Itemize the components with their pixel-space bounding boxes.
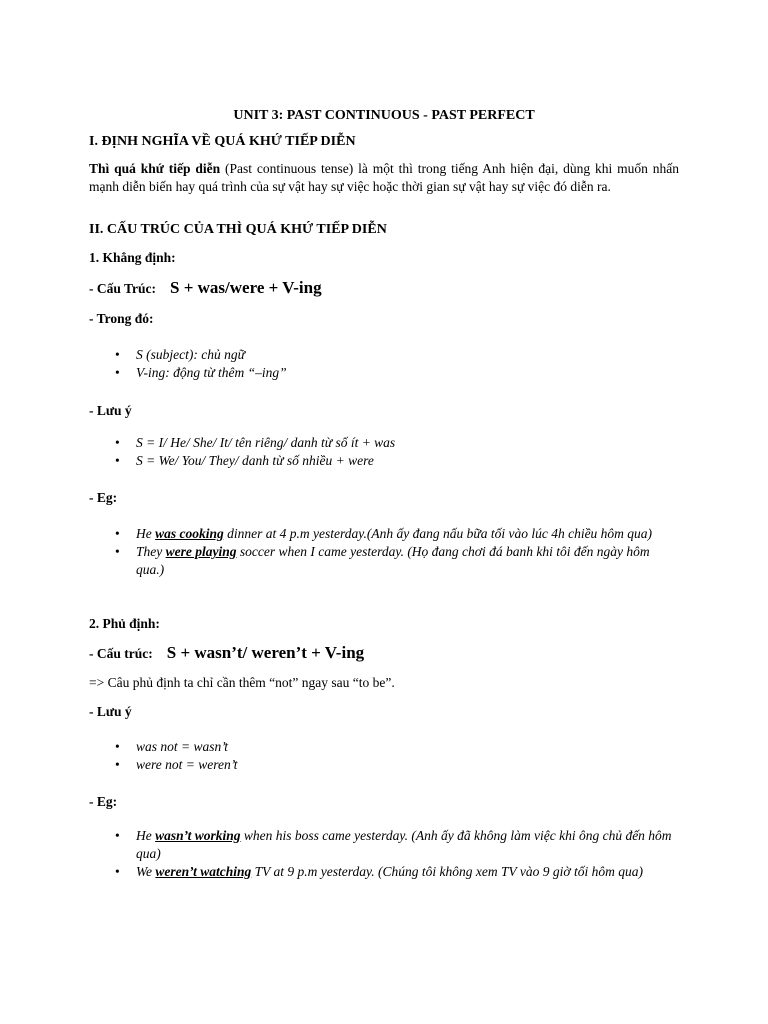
- structure-label: - Cấu trúc:: [89, 646, 153, 661]
- where-list: [115, 346, 675, 382]
- negative-examples: [115, 827, 675, 881]
- affirmative-eg-label: - Eg:: [89, 490, 118, 505]
- negative-explanation: => Câu phủ định ta chỉ cần thêm “not” ngay sau “to be”.: [89, 675, 395, 690]
- example-subject: We: [136, 864, 156, 879]
- example-verb: weren’t watching: [155, 864, 252, 879]
- negative-heading: 2. Phủ định:: [89, 616, 160, 631]
- list-item: • S = I/ He/ She/ It/ tên riêng/ danh từ số ít + was: [115, 434, 675, 452]
- negative-eg-label: - Eg:: [89, 794, 118, 809]
- structure-label: - Cấu Trúc:: [89, 281, 156, 296]
- example-item: [115, 863, 675, 881]
- negative-formula: S + wasn’t/ weren’t + V-ing: [166, 643, 365, 662]
- section-1-heading: I. ĐỊNH NGHĨA VỀ QUÁ KHỨ TIẾP DIỄN: [89, 134, 356, 149]
- example-rest: dinner at 4 p.m yesterday.(Anh ấy đang nấu bữa tối vào lúc 4h chiều hôm qua): [223, 526, 653, 541]
- affirmative-note-label: - Lưu ý: [89, 403, 132, 418]
- affirmative-heading: 1. Khẳng định:: [89, 250, 176, 265]
- example-verb: wasn’t working: [155, 828, 241, 843]
- example-item: [115, 543, 675, 579]
- example-subject: He: [136, 526, 156, 541]
- example-verb: were playing: [165, 544, 237, 559]
- affirmative-structure: [89, 278, 322, 298]
- example-rest: when his boss came yesterday. (Anh ấy đã không làm việc khi ông chủ đến hôm qua): [136, 828, 672, 861]
- example-subject: He: [136, 828, 156, 843]
- list-item: • were not = weren’t: [115, 756, 675, 774]
- definition-text: (Past continuous tense) là một thì trong tiếng Anh hiện đại, dùng khi muốn nhấn mạnh diễn biến hay quá trình của sự vật hay sự việc hoặc thời gian sự vật hay sự việc đó diễn ra.: [89, 161, 680, 194]
- affirmative-formula: S + was/were + V-ing: [170, 278, 322, 297]
- list-item: • S (subject): chủ ngữ: [115, 346, 675, 364]
- definition-lead: Thì quá khứ tiếp diễn: [89, 161, 221, 176]
- example-rest: soccer when I came yesterday. (Họ đang chơi đá banh khi tôi đến ngày hôm qua.): [136, 544, 650, 577]
- example-rest: TV at 9 p.m yesterday. (Chúng tôi không xem TV vào 9 giờ tối hôm qua): [251, 864, 643, 879]
- list-item: • V-ing: động từ thêm “–ing”: [115, 364, 675, 382]
- example-verb: was cooking: [155, 526, 224, 541]
- affirmative-examples: [115, 525, 675, 579]
- document-title: UNIT 3: PAST CONTINUOUS - PAST PERFECT: [233, 108, 535, 123]
- where-label: - Trong đó:: [89, 311, 154, 326]
- affirmative-note-list: [115, 434, 675, 470]
- example-item: [115, 827, 675, 863]
- negative-structure: [89, 643, 364, 663]
- negative-note-label: - Lưu ý: [89, 704, 132, 719]
- example-subject: They: [136, 544, 166, 559]
- negative-note-list: [115, 738, 675, 774]
- list-item: • was not = wasn’t: [115, 738, 675, 756]
- section-2-heading: II. CẤU TRÚC CỦA THÌ QUÁ KHỨ TIẾP DIỄN: [89, 222, 387, 237]
- list-item: • S = We/ You/ They/ danh từ số nhiều + were: [115, 452, 675, 470]
- definition-paragraph: [89, 160, 679, 196]
- example-item: [115, 525, 675, 543]
